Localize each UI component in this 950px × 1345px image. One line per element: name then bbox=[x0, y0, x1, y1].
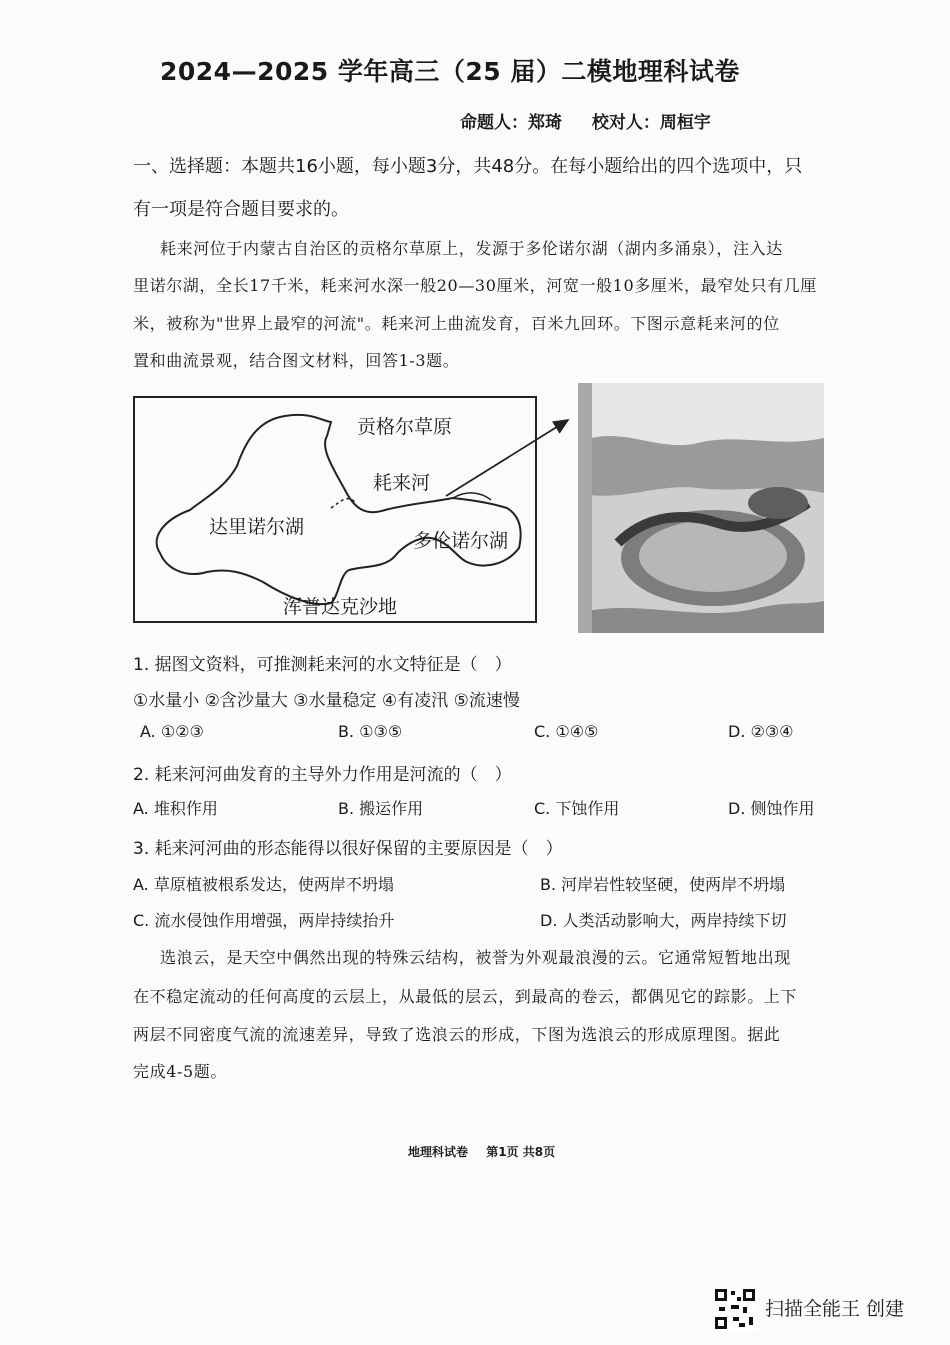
passage1-line: 耗来河位于内蒙古自治区的贡格尔草原上，发源于多伦诺尔湖（湖内多涌泉），注入达 bbox=[160, 239, 783, 258]
label-river: 耗来河 bbox=[373, 472, 431, 494]
meander-photo bbox=[578, 383, 824, 633]
section-heading-line2: 有一项是符合题目要求的。 bbox=[133, 199, 349, 220]
author-line bbox=[460, 108, 735, 133]
q2-option-c: C. 下蚀作用 bbox=[534, 799, 620, 818]
footer-subject: 地理科试卷 bbox=[408, 1145, 469, 1159]
label-lake-west: 达里诺尔湖 bbox=[209, 516, 305, 538]
q2-option-d: D. 侧蚀作用 bbox=[728, 799, 815, 818]
question-1-statements: ①水量小 ②含沙量大 ③水量稳定 ④有凌汛 ⑤流速慢 bbox=[133, 691, 520, 711]
q1-option-a: A. ①②③ bbox=[140, 722, 204, 741]
label-sandland: 浑普达克沙地 bbox=[283, 596, 398, 618]
passage2-line: 在不稳定流动的任何高度的云层上，从最低的层云，到最高的卷云，都偶见它的踪影。上下 bbox=[133, 987, 798, 1006]
passage1-line: 置和曲流景观，结合图文材料，回答1-3题。 bbox=[133, 351, 460, 370]
proofreader: 校对人：周桓宇 bbox=[591, 113, 711, 133]
scan-watermark-text: 扫描全能王 创建 bbox=[765, 1298, 905, 1320]
qr-code-icon bbox=[713, 1287, 757, 1331]
passage2-line: 完成4-5题。 bbox=[133, 1062, 227, 1081]
q1-option-c: C. ①④⑤ bbox=[534, 722, 599, 741]
page-footer bbox=[408, 1143, 569, 1160]
pointer-arrow bbox=[440, 408, 580, 500]
q1-option-b: B. ①③⑤ bbox=[338, 722, 403, 741]
q3-option-b: B. 河岸岩性较坚硬，使两岸不坍塌 bbox=[540, 875, 786, 894]
passage2-line: 选浪云，是天空中偶然出现的特殊云结构，被誉为外观最浪漫的云。它通常短暂地出现 bbox=[160, 948, 791, 967]
page-title: 2024—2025 学年高三（25 届）二模地理科试卷 bbox=[160, 57, 740, 86]
passage1-line: 里诺尔湖，全长17千米，耗来河水深一般20—30厘米，河宽一般10多厘米，最窄处只有几厘 bbox=[133, 276, 817, 295]
question-1-stem: 1. 据图文资料，可推测耗来河的水文特征是（ ） bbox=[133, 655, 512, 675]
setter: 命题人：郑琦 bbox=[460, 113, 562, 133]
q1-option-d: D. ②③④ bbox=[728, 722, 794, 741]
question-2-stem: 2. 耗来河河曲发育的主导外力作用是河流的（ ） bbox=[133, 765, 512, 785]
q3-option-d: D. 人类活动影响大，两岸持续下切 bbox=[540, 911, 787, 930]
label-lake-east: 多伦诺尔湖 bbox=[413, 530, 509, 552]
label-grassland: 贡格尔草原 bbox=[357, 416, 453, 438]
q2-option-a: A. 堆积作用 bbox=[133, 799, 218, 818]
passage2-line: 两层不同密度气流的流速差异，导致了选浪云的形成，下图为选浪云的形成原理图。据此 bbox=[133, 1025, 781, 1044]
section-heading-line1: 一、选择题：本题共16小题，每小题3分，共48分。在每小题给出的四个选项中，只 bbox=[133, 156, 803, 177]
footer-page: 第1页 共8页 bbox=[486, 1145, 556, 1159]
question-3-stem: 3. 耗来河河曲的形态能得以很好保留的主要原因是（ ） bbox=[133, 839, 563, 859]
passage1-line: 米，被称为"世界上最窄的河流"。耗来河上曲流发育，百米九回环。下图示意耗来河的位 bbox=[133, 314, 780, 333]
q3-option-a: A. 草原植被根系发达，使两岸不坍塌 bbox=[133, 875, 394, 894]
q2-option-b: B. 搬运作用 bbox=[338, 799, 424, 818]
q3-option-c: C. 流水侵蚀作用增强，两岸持续抬升 bbox=[133, 911, 395, 930]
